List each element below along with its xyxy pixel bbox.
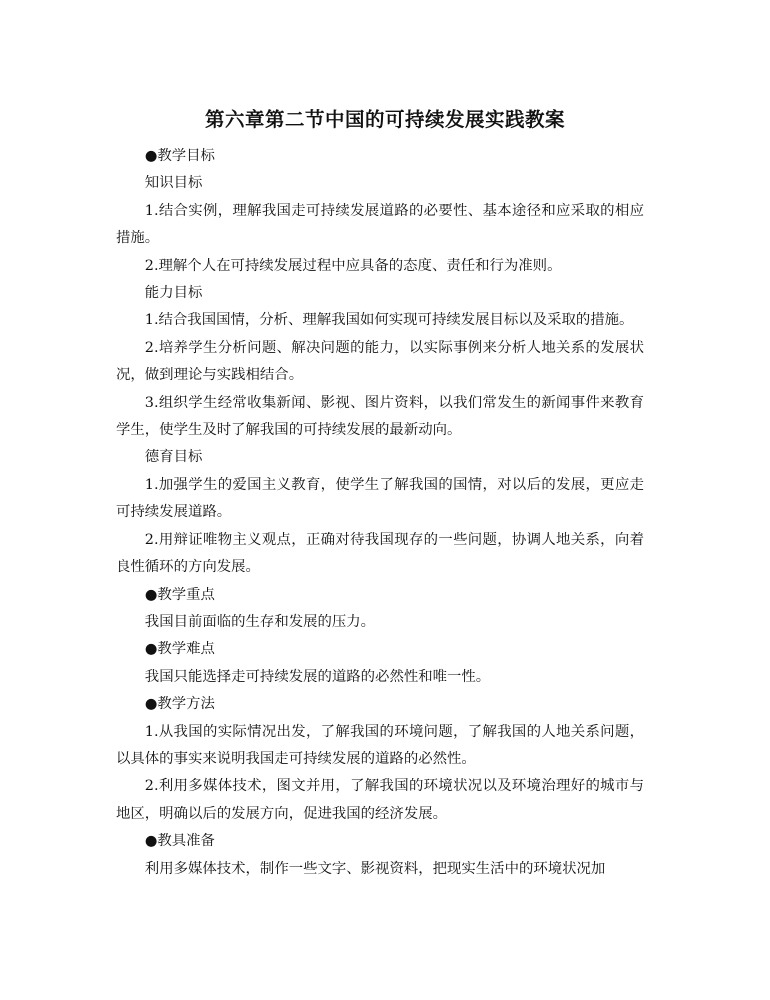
heading-teaching-goals: ●教学目标: [144, 148, 215, 164]
subheading-knowledge-goals: 知识目标: [144, 175, 203, 192]
paragraph: 我国只能选择走可持续发展的道路的必然性和唯一性。: [144, 668, 491, 685]
document-title: 第六章第二节中国的可持续发展实践教案: [204, 108, 565, 131]
heading-teaching-aids: ●教具准备: [144, 833, 215, 850]
paragraph: 1.结合实例，理解我国走可持续发展道路的必要性、基本途径和应采取的相应措施。: [116, 202, 644, 247]
paragraph: 2.利用多媒体技术，图文并用，了解我国的环境状况以及环境治理好的城市与地区，明确以后的发展方向，促进我国的经济发展。: [116, 778, 644, 822]
paragraph: 利用多媒体技术，制作一些文字、影视资料，把现实生活中的环境状况加: [144, 860, 606, 877]
heading-teaching-difficulty: ●教学难点: [144, 641, 215, 658]
paragraph: 1.从我国的实际情况出发，了解我国的环境问题，了解我国的人地关系问题，以具体的事实来说明我国走可持续发展的道路的必然性。: [116, 723, 644, 767]
paragraph: 2.培养学生分析问题、解决问题的能力，以实际事例来分析人地关系的发展状况，做到理论与实践相结合。: [116, 339, 644, 384]
paragraph: 3.组织学生经常收集新闻、影视、图片资料，以我们常发生的新闻事件来教育学生，使学生及时了解我国的可持续发展的最新动向。: [116, 394, 644, 439]
paragraph: 2.理解个人在可持续发展过程中应具备的态度、责任和行为准则。: [144, 257, 562, 274]
paragraph: 我国目前面临的生存和发展的压力。: [144, 613, 376, 630]
paragraph: 1.结合我国国情，分析、理解我国如何实现可持续发展目标以及采取的措施。: [144, 312, 634, 329]
subheading-moral-goals: 德育目标: [144, 449, 203, 466]
paragraph: 1.加强学生的爱国主义教育，使学生了解我国的国情，对以后的发展，更应走可持续发展道路。: [116, 476, 644, 521]
paragraph: 2.用辩证唯物主义观点，正确对待我国现存的一些问题，协调人地关系，向着良性循环的方向发展。: [116, 531, 644, 576]
subheading-ability-goals: 能力目标: [144, 285, 203, 302]
document-body: [116, 143, 644, 883]
heading-teaching-methods: ●教学方法: [144, 696, 215, 713]
heading-teaching-focus: ●教学重点: [144, 586, 215, 603]
